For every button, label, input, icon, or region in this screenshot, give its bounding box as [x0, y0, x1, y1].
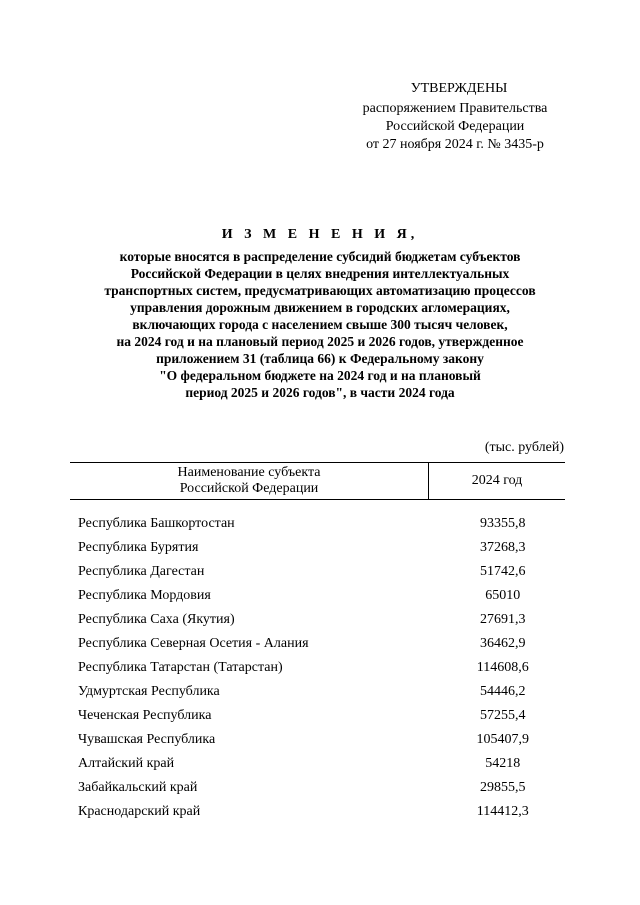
subsidy-value: 105407,9 [476, 732, 529, 747]
changes-heading: И З М Е Н Е Н И Я, [221, 227, 419, 242]
header-subject-name-line-1: Наименование субъекта [177, 465, 321, 480]
table-row [70, 752, 565, 776]
subject-name: Краснодарский край [78, 804, 201, 819]
table-row [70, 584, 565, 608]
changes-subtitle-line: "О федеральном бюджете на 2024 год и на плановый [159, 368, 481, 383]
subject-name: Чеченская Республика [78, 708, 212, 723]
subsidy-value: 54446,2 [480, 684, 526, 699]
table-header-row [70, 463, 565, 500]
table-row [70, 632, 565, 656]
subject-name: Удмуртская Республика [78, 684, 220, 699]
approval-line-1: распоряжением Правительства [362, 101, 548, 116]
changes-subtitle-line: управления дорожным движением в городских агломерациях, [130, 300, 510, 315]
table-row [70, 704, 565, 728]
subsidy-value: 27691,3 [480, 612, 526, 627]
approval-block [340, 80, 570, 154]
header-subject-name [70, 463, 429, 500]
subsidy-table [70, 462, 565, 824]
table-row [70, 656, 565, 680]
unit-label: (тыс. рублей) [484, 440, 564, 455]
subject-name: Алтайский край [78, 756, 175, 771]
subject-name: Республика Дагестан [78, 564, 205, 579]
subsidy-value: 65010 [485, 588, 521, 603]
changes-subtitle-line: на 2024 год и на плановый период 2025 и 2026 годов, утвержденное [116, 334, 524, 349]
table-spacer [70, 500, 565, 513]
changes-subtitle-line: Российской Федерации в целях внедрения интеллектуальных [130, 266, 510, 281]
subsidy-value: 57255,4 [480, 708, 526, 723]
subsidy-value: 51742,6 [480, 564, 526, 579]
subject-name: Республика Бурятия [78, 540, 199, 555]
subject-name: Республика Северная Осетия - Алания [78, 636, 309, 651]
subject-name: Республика Башкортостан [78, 516, 235, 531]
approval-title: УТВЕРЖДЕНЫ [410, 81, 508, 96]
table-row [70, 800, 565, 824]
table-row [70, 776, 565, 800]
subject-name: Республика Саха (Якутия) [78, 612, 235, 627]
subsidy-value: 93355,8 [480, 516, 526, 531]
subject-name: Республика Мордовия [78, 588, 211, 603]
table-row [70, 608, 565, 632]
table-row [70, 560, 565, 584]
table-row [70, 512, 565, 536]
table-row [70, 536, 565, 560]
subject-name: Республика Татарстан (Татарстан) [78, 660, 283, 675]
changes-subtitle-line: приложением 31 (таблица 66) к Федеральному закону [156, 351, 484, 366]
subsidy-value: 29855,5 [480, 780, 526, 795]
changes-subtitle-line: период 2025 и 2026 годов", в части 2024 года [185, 385, 455, 400]
subsidy-value: 37268,3 [480, 540, 526, 555]
header-subject-name-line-2: Российской Федерации [179, 481, 319, 496]
changes-subtitle-line: которые вносятся в распределение субсидий бюджетам субъектов [119, 249, 521, 264]
table-row [70, 728, 565, 752]
changes-subtitle-line: включающих города с населением свыше 300 тысяч человек, [132, 317, 508, 332]
changes-subtitle-line: транспортных систем, предусматривающих автоматизацию процессов [104, 283, 536, 298]
changes-title-block [70, 226, 570, 401]
subsidy-value: 36462,9 [480, 636, 526, 651]
subsidy-value: 114412,3 [476, 804, 529, 819]
subsidy-value: 114608,6 [476, 660, 529, 675]
subject-name: Забайкальский край [78, 780, 198, 795]
approval-line-2: Российской Федерации [385, 119, 525, 134]
approval-line-3: от 27 ноября 2024 г. № 3435-р [366, 137, 544, 152]
subject-name: Чувашская Республика [78, 732, 216, 747]
table-row [70, 680, 565, 704]
subsidy-value: 54218 [485, 756, 521, 771]
header-year: 2024 год [429, 463, 566, 500]
